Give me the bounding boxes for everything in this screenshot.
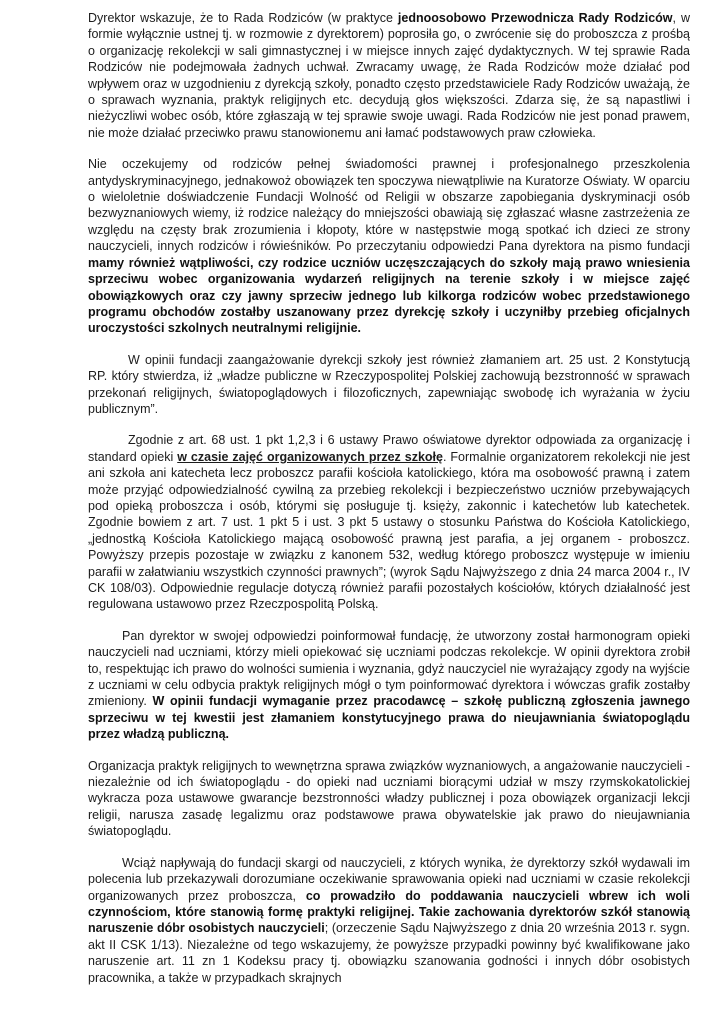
text-segment-bold: co prowadziło do poddawania nauczycieli wbrew ich woli czynnościom, które stanowią formę praktyki religijnej. Takie zachowania dyrektorów szkół stanowią naruszenie dóbr osobistych nauczycieli (88, 888, 690, 936)
text-segment: Wciąż napływają do fundacji skargi od nauczycieli, z których wynika, że dyrektorzy szkół wydawali im polecenia lub przekazywali dorozumiane oczekiwanie sprawowania opieki nad uczniami w czasie rekolekcji organizowanych przez proboszcza, (88, 855, 690, 903)
paragraph-7 (88, 855, 690, 986)
text-segment: Nie oczekujemy od rodziców pełnej świadomości prawnej i profesjonalnego przeszkolenia antydyskryminacyjnego, jednakowoż obowiązek ten spoczywa niewątpliwie na Kuratorze Oświaty. W oparciu o wieloletnie doświadczenie Fundacji Wolność od Religii w obszarze zapobiegania dyskryminacji osób bezwyznaniowych wiemy, iż rodzice należący do mniejszości obawiają się zgłaszać własne zastrzeżenia ze względu na częsty brak zrozumienia i kłopoty, które w następstwie mogą spotkać ich dzieci ze strony nauczycieli, innych rodziców i rówieśników. Po przeczytaniu odpowiedzi Pana dyrektora na pismo fundacji (88, 157, 690, 254)
text-segment: , w formie wyłącznie ustnej tj. w rozmowie z dyrektorem) poprosiła go, o zwrócenie się do proboszcza z prośbą o organizację rekolekcji w sali gimnastycznej i w miejsce innych zajęć dydaktycznych. W tej sprawie Rada Rodziców nie podejmowała żadnych uchwał. Zwracamy uwagę, że Rada Rodziców może działać pod wpływem oraz w uzgodnieniu z dyrekcją szkoły, ponadto często przedstawiciele Rady Rodziców uważają, że o sprawach wyznania, praktyk religijnych etc. decydują głos większości. Zdarza się, że są napastliwi i nieżyczliwi wobec osób, które zgłaszają w tej sprawie swoje uwagi. Rada Rodziców nie jest ponad prawem, nie może działać przeciwko prawu stanowionemu ani łamać podstawowych praw człowieka. (88, 11, 690, 140)
paragraph-1 (88, 10, 690, 141)
paragraph-4 (88, 432, 690, 612)
text-segment-bold: mamy również wątpliwości, czy rodzice uczniów uczęszczających do szkoły mają prawo wniesienia sprzeciwu wobec organizowania wydarzeń religijnych na terenie szkoły i w miejsce zajęć obowiązkowych oraz czy jawny sprzeciw jednego lub kilkorga rodziców wobec przedstawionego programu obchodów zostałby uszanowany przez dyrekcję szkoły i uczyniłby przebieg oficjalnych uroczystości szkolnych neutralnymi religijnie. (88, 255, 690, 336)
paragraph-5 (88, 628, 690, 743)
text-segment: Dyrektor wskazuje, że to Rada Rodziców (w praktyce (88, 11, 398, 25)
text-segment-underlined: w czasie zajęć organizowanych przez szkołę (177, 449, 443, 464)
paragraph-3 (88, 352, 690, 418)
text-segment: ; (orzeczenie Sądu Najwyższego z dnia 20 września 2013 r. sygn. akt II CSK 1/13). Niezależne od tego wskazujemy, że powyższe przypadki powinny być kwalifikowane jako naruszenie art. 11 zn 1 Kodeksu pracy tj. obowiązku szanowania godności i innych dóbr osobistych pracownika, a także w przypadkach skrajnych (88, 921, 690, 985)
paragraph-2 (88, 156, 690, 336)
text-segment-bold: jednoosobowo Przewodnicza Rady Rodziców (397, 11, 673, 25)
text-segment: Zgodnie z art. 68 ust. 1 pkt 1,2,3 i 6 ustawy Prawo oświatowe dyrektor odpowiada za organizację i standard opieki (88, 433, 690, 464)
text-segment: W opinii fundacji zaangażowanie dyrekcji szkoły jest również złamaniem art. 25 ust. 2 Konstytucją RP. który stwierdza, iż „władze publiczne w Rzeczypospolitej Polskiej zachowują bezstronność w sprawach przekonań religijnych, światopoglądowych i filozoficznych, zapewniając swobodę ich wyrażania w życiu publicznym”. (88, 352, 690, 416)
paragraph-6 (88, 758, 690, 840)
text-segment: Pan dyrektor w swojej odpowiedzi poinformował fundację, że utworzony został harmonogram opieki nauczycieli nad uczniami, którzy mieli opiekować się uczniami podczas rekolekcje. W opinii dyrektora zrobił to, respektując ich prawo do wolności sumienia i wyznania, gdyż nauczyciel nie wyrażający zgody na wyjście z uczniami w celu odbycia praktyk religijnych mógł o tym poinformować dyrektora i wówczas grafik zostałby zmieniony. (88, 628, 690, 709)
text-segment: . Formalnie organizatorem rekolekcji nie jest ani szkoła ani katecheta lecz proboszcz parafii kościoła katolickiego, która ma osobowość prawną i zatem może przyjąć odpowiedzialność cywilną za przebieg rekolekcji i bezpieczeństwo uczniów przebywających pod opieką proboszcza i osób, którymi się posługuje tj. księży, zakonnic i katechetów lub katechetek. Zgodnie bowiem z art. 7 ust. 1 pkt 5 i ust. 3 pkt 5 ustawy o stosunku Państwa do Kościoła Katolickiego, „jednostką Kościoła Katolickiego mającą osobowość prawną jest parafia, a jej organem - proboszcz. Powyższy przepis pozostaje w związku z kanonem 532, według którego proboszcz występuje w imieniu parafii w załatwianiu wszystkich czynności prawnych”; (wyrok Sądu Najwyższego z dnia 24 marca 2004 r., IV CK 108/03). Odpowiednie regulacje dotyczą również parafii pozostałych kościołów, których działalność jest regulowana ustawowo przez Rzeczpospolitą Polską. (88, 449, 690, 612)
text-segment: Organizacja praktyk religijnych to wewnętrzna sprawa związków wyznaniowych, a angażowanie nauczycieli - niezależnie od ich światopoglądu - do opieki nad uczniami biorącymi udział w mszy rzymskokatolickiej wykracza poza ustawowe gwarancje bezstronności władzy publicznej i poza obowiązek organizacji lekcji religii, narusza zasadę legalizmu oraz podstawowe prawa obywatelskie jak prawo do nieujawniania światopoglądu. (88, 758, 690, 839)
text-segment-bold: W opinii fundacji wymaganie przez pracodawcę – szkołę publiczną zgłoszenia jawnego sprzeciwu w tej kwestii jest złamaniem konstytucyjnego prawa do nieujawniania światopoglądu przez władzą publiczną. (88, 694, 691, 742)
